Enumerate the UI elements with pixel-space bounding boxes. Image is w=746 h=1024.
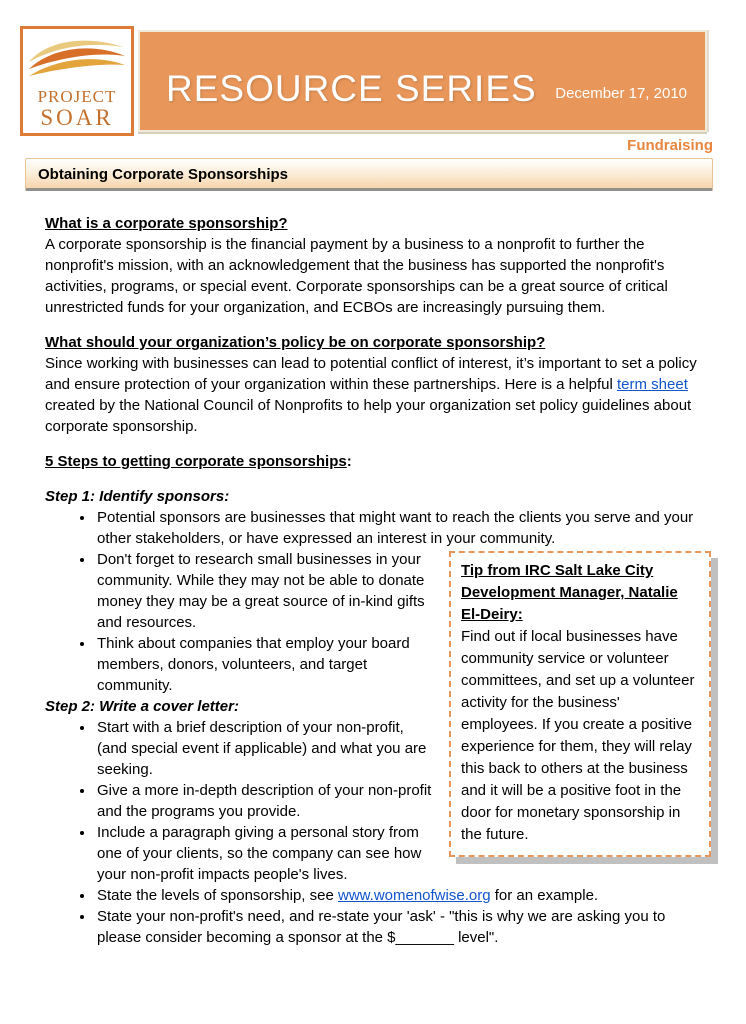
step2-heading: Step 2: Write a cover letter: [45, 698, 239, 715]
banner-title: RESOURCE SERIES [166, 68, 537, 109]
project-soar-logo [20, 26, 134, 136]
step1-heading: Step 1: Identify sponsors: [45, 488, 230, 505]
para-what-is-sponsorship: A corporate sponsorship is the financial payment by a business to a nonprofit to further the nonprofit's mission, with an acknowledgement that the business has supported the nonprofit's activities, programs, or special event. Corporate sponsorships can be a great source of critical unrestricted funds for your organization, and ECBOs are increasingly pursuing them. [45, 236, 668, 316]
document-body [45, 191, 711, 948]
womenofwise-link[interactable]: www.womenofwise.org [337, 887, 491, 904]
term-sheet-link[interactable]: term sheet [617, 376, 688, 393]
list-item: • State your non-profit's need, and re-state your 'ask' - "this is why we are asking you to please consider becoming a sponsor at the $_______ level". [95, 906, 711, 948]
list-item: • Think about companies that employ your board members, donors, volunteers, and target community. [95, 633, 711, 696]
list-item [95, 885, 711, 906]
list-item-text: State the levels of sponsorship, see [97, 887, 338, 904]
document-title-bar [25, 158, 713, 191]
logo-text-soar: SOAR [40, 105, 114, 130]
resource-series-banner [138, 30, 707, 132]
category-label: Fundraising [627, 137, 713, 154]
list-item: • Start with a brief description of your non-profit, (and special event if applicable) and what you are seeking. [95, 717, 711, 780]
heading-five-steps-colon: : [346, 453, 352, 470]
soar-swoosh-icon [27, 35, 127, 87]
tip-box-heading: Tip from IRC Salt Lake City Development Manager, Natalie El-Deiry: [461, 562, 678, 623]
heading-what-is-sponsorship: What is a corporate sponsorship? [45, 215, 288, 232]
banner-date: December 17, 2010 [555, 85, 687, 102]
heading-five-steps-text: 5 Steps to getting corporate sponsorships [45, 453, 347, 470]
heading-policy: What should your organization’s policy be on corporate sponsorship? [45, 334, 546, 351]
tip-box-body: Find out if local businesses have community service or volunteer committees, and set up a volunteer activity for the business' employees. If you create a positive experience for them, they will relay this back to others at the business and it will be a positive foot in the door for monetary sponsorship in the future. [461, 628, 695, 843]
para-policy-before: Since working with businesses can lead to potential conflict of interest, it’s important to set a policy and ensure protection of your organization within these partnerships. Here is a helpful [45, 355, 697, 393]
list-item-text: Don't forget to research small businesses in your community. While they may not be able to donate money they may be a great source of in-kind gifts and resources. [97, 551, 425, 631]
list-item-text: for an example. [490, 887, 599, 904]
list-item: • Include a paragraph giving a personal story from one of your clients, so the company can see how your non-profit impacts people's lives. [95, 822, 711, 885]
para-policy-after: created by the National Council of Nonprofits to help your organization set policy guidelines about corporate sponsorship. [45, 397, 692, 435]
page-title: Obtaining Corporate Sponsorships [38, 166, 289, 183]
list-item: • Give a more in-depth description of your non-profit and the programs you provide. [95, 780, 711, 822]
tip-callout-box [449, 551, 711, 857]
heading-five-steps [45, 451, 711, 472]
list-item: • Potential sponsors are businesses that might want to reach the clients you serve and your other stakeholders, or have expressed an interest in your community. [95, 507, 711, 549]
logo-text-project: PROJECT [37, 87, 117, 106]
para-policy [45, 353, 711, 437]
